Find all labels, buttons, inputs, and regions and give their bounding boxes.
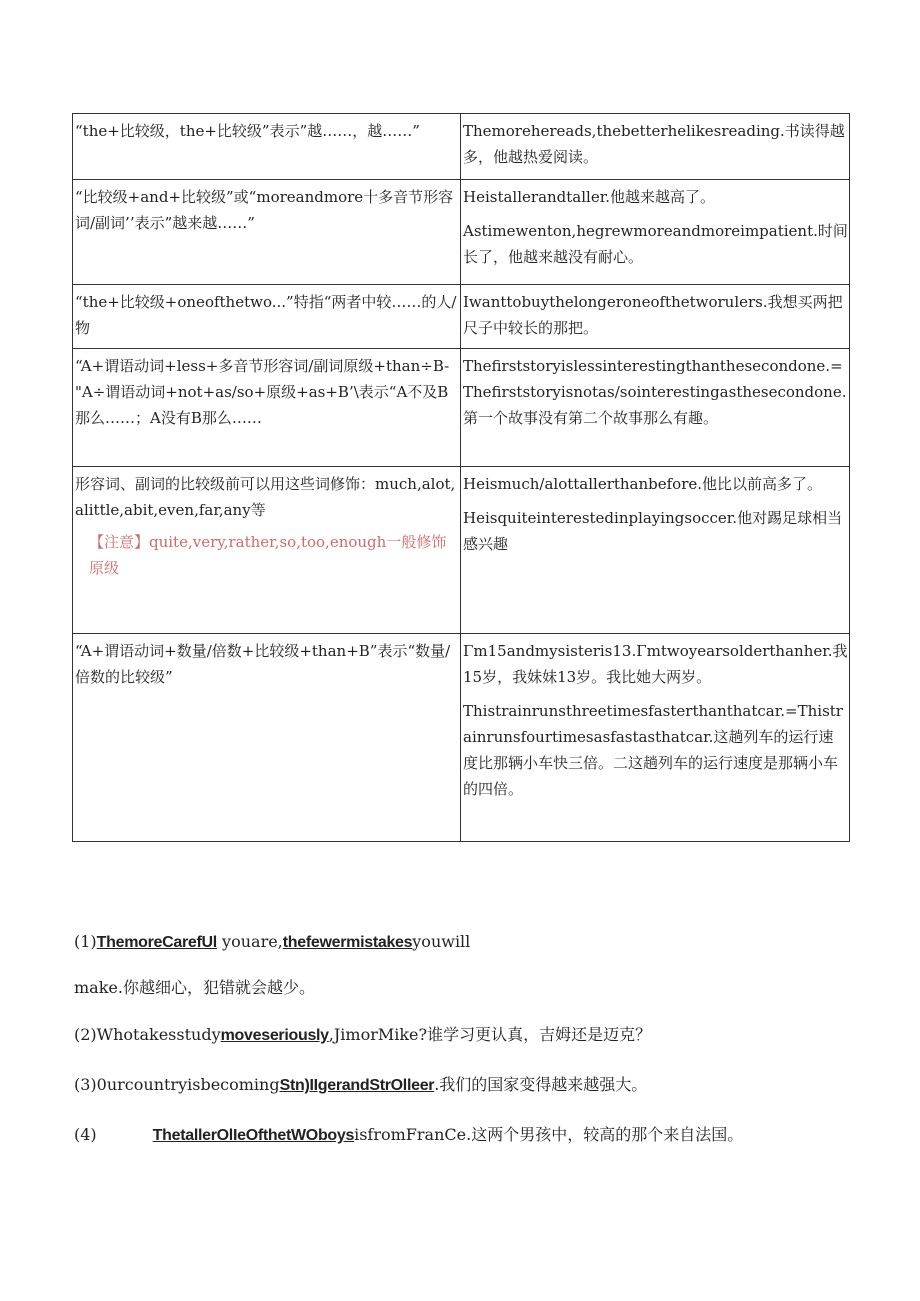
exercise-text: (2)Whotakesstudy	[74, 1025, 221, 1044]
exercise-number: (1)	[74, 932, 97, 951]
example-sentence: Themorehereads,thebetterhelikesreading.书读得越多，他越热爱阅读。	[463, 122, 845, 166]
example-cell	[461, 114, 850, 180]
rule-text: 形容词、副词的比较级前可以用这些词修饰：much,alot,alittle,abit,even,far,any等	[75, 475, 456, 519]
rule-cell: “比较级+and+比较级”或“moreandmore十多音节形容词/副词’’表示”越来越……”	[73, 180, 461, 285]
answer-underlined: moveseriously	[220, 1027, 329, 1044]
example-cell	[461, 634, 850, 842]
rule-cell: “A+谓语动词+数量/倍数+比较级+than+B”表示“数量/倍数的比较级”	[73, 634, 461, 842]
exercise-text: .我们的国家变得越来越强大。	[434, 1075, 648, 1094]
exercise-2	[74, 1022, 651, 1045]
example-cell	[461, 180, 850, 285]
grammar-table	[72, 113, 850, 842]
answer-underlined: ThetallerOlIeOfthetWOboys	[152, 1127, 355, 1144]
example-sentence: Heisquiteinterestedinplayingsoccer.他对踢足球相当感兴趣	[463, 509, 843, 553]
exercise-text: isfromFranCe.这两个男孩中，较高的那个来自法国。	[354, 1125, 744, 1144]
exercise-4	[74, 1122, 743, 1145]
example-sentence: Γm15andmysisteris13.Γmtwoyearsolderthanher.我15岁，我妹妹13岁。我比她大两岁。	[463, 642, 848, 686]
example-cell	[461, 285, 850, 349]
example-sentence: Iwanttobuythelongeroneofthetworulers.我想买两把尺子中较长的那把。	[463, 293, 843, 337]
table-row	[73, 467, 850, 634]
table-row	[73, 349, 850, 467]
answer-underlined: ThemoreCarefUl	[96, 934, 217, 951]
exercise-text: youare,	[222, 932, 283, 951]
note-text: 【注意】quite,very,rather,so,too,enough一般修饰原级	[89, 533, 447, 577]
exercise-number: (4)	[74, 1125, 97, 1144]
rule-cell: “A+谓语动词+less+多音节形容词/副词原级+than÷B-"A÷谓语动词+not+as/so+原级+as+B’\表示“A不及B那么……；A没有B那么……	[73, 349, 461, 467]
example-sentence: Heismuch/alottallerthanbefore.他比以前高多了。	[463, 475, 823, 493]
example-sentence: Thefirststoryislessinterestingthanthesecondone.=Thefirststoryisnotas/sointerestingasthesecondone.第一个故事没有第二个故事那么有趣。	[463, 357, 847, 427]
exercise-text: youwill	[412, 932, 471, 951]
exercise-text: ,JimorMike?谁学习更认真，吉姆还是迈克？	[328, 1025, 652, 1044]
exercise-text: (3)0urcountryisbecoming	[74, 1075, 280, 1094]
table-row	[73, 180, 850, 285]
example-sentence: Astimewenton,hegrewmoreandmoreimpatient.时间长了，他越来越没有耐心。	[463, 222, 848, 266]
rule-cell: “the+比较级+oneofthetwo...”特指“两者中较……的人/物	[73, 285, 461, 349]
example-cell	[461, 467, 850, 634]
example-sentence: Thistrainrunsthreetimesfasterthanthatcar.=Thistrainrunsfourtimesasfastasthatcar.这趟列车的运行速度比那辆小车快三倍。二这趟列车的运行速度是那辆小车的四倍。	[463, 702, 843, 798]
exercise-1-continued: make.你越细心，犯错就会越少。	[74, 978, 315, 997]
exercise-1	[74, 932, 470, 952]
exercise-3	[74, 1072, 647, 1095]
table-row	[73, 285, 850, 349]
table-row	[73, 114, 850, 180]
example-sentence: Heistallerandtaller.他越来越高了。	[463, 188, 716, 206]
answer-underlined: Stn)IIgerandStrOlleer	[279, 1077, 435, 1094]
table-row	[73, 634, 850, 842]
answer-underlined: thefewermistakes	[282, 934, 413, 951]
example-cell	[461, 349, 850, 467]
rule-cell: “the+比较级，the+比较级”表示”越……，越……”	[73, 114, 461, 180]
rule-cell	[73, 467, 461, 634]
